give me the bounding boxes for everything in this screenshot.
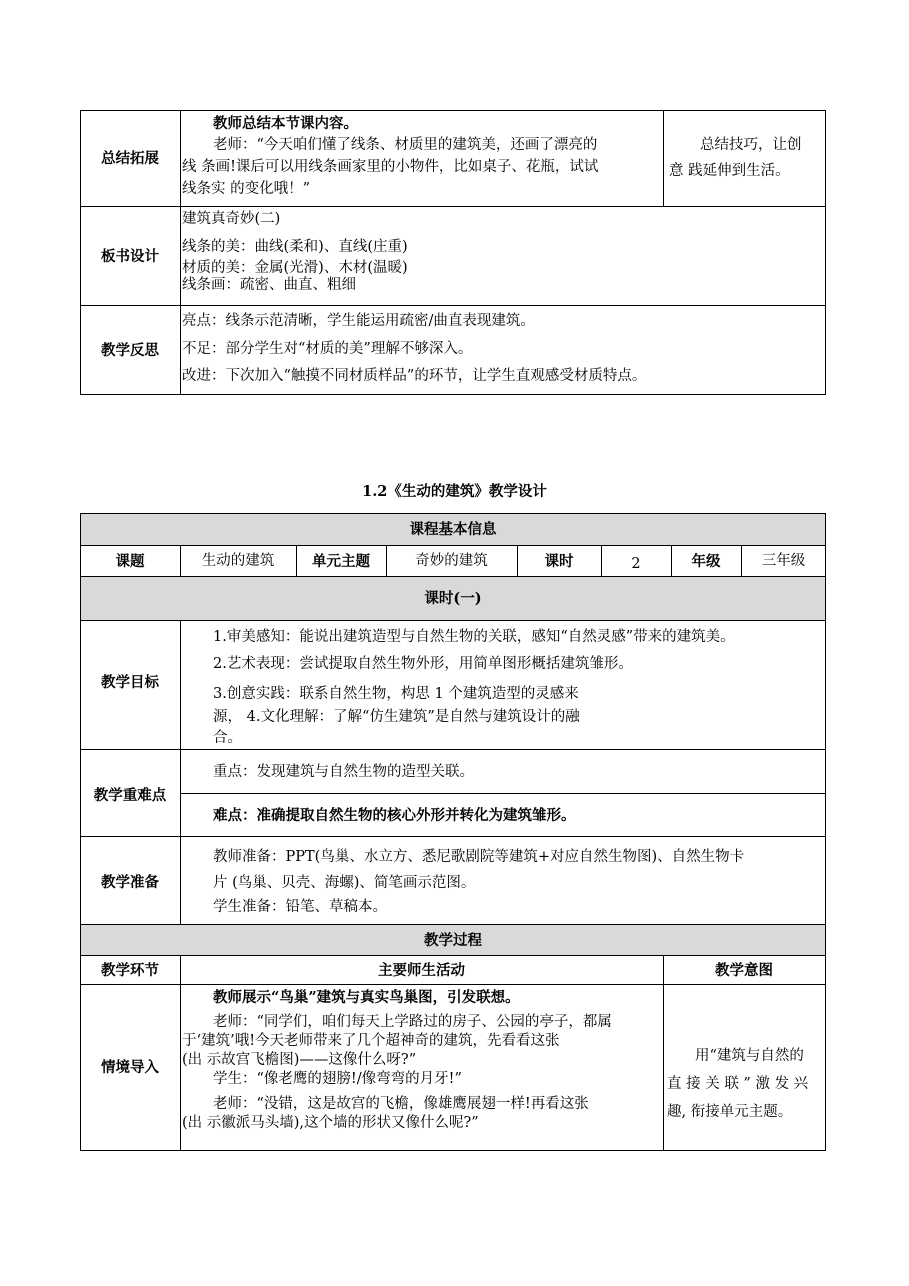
- goals-line: 2.艺术表现：尝试提取自然生物外形，用简单图形概括建筑雏形。: [213, 656, 633, 672]
- basic-info-header: 课程基本信息: [409, 521, 497, 538]
- intent-column-header: 教学意图: [715, 962, 773, 979]
- grade-label: 年级: [691, 553, 721, 570]
- unit-value: 奇妙的建筑: [415, 553, 488, 569]
- hours-label: 课时: [544, 553, 574, 570]
- summary-intent: 总结技巧，让创: [700, 137, 802, 153]
- intro-line: (出 示故宫飞檐图)——这像什么呀?”: [182, 1052, 417, 1068]
- process-header: 教学过程: [424, 932, 482, 949]
- intro-intent: 直 接 关 联 ” 激 发 兴: [667, 1076, 809, 1092]
- reflection-line: 改进：下次加入“触摸不同材质样品”的环节，让学生直观感受材质特点。: [182, 368, 647, 384]
- summary-line: 线 条画!课后可以用线条画家里的小物件，比如桌子、花瓶，试试: [182, 159, 599, 175]
- prep-line: 片 (鸟巢、贝壳、海螺)、简笔画示范图。: [213, 875, 476, 891]
- intro-label: 情境导入: [101, 1059, 159, 1076]
- prep-line: 学生准备：铅笔、草稿本。: [213, 899, 387, 915]
- goals-line: 合。: [213, 730, 242, 746]
- activity-column-header: 主要师生活动: [378, 962, 465, 979]
- key-points-label: 教学重难点: [93, 787, 167, 804]
- period-header: 课时(一): [424, 590, 482, 607]
- prep-label: 教学准备: [101, 874, 159, 891]
- intro-line: 于‘建筑’哦!今天老师带来了几个超神奇的建筑，先看看这张: [182, 1033, 560, 1049]
- goals-line: 源， 4.文化理解：了解“仿生建筑”是自然与建筑设计的融: [213, 709, 580, 725]
- intro-line: 老师：“没错，这是故宫的飞檐，像雄鹰展翅一样!再看这张: [213, 1096, 589, 1112]
- intro-line: 学生：“像老鹰的翅膀!/像弯弯的月牙!”: [213, 1071, 462, 1087]
- goals-line: 1.审美感知：能说出建筑造型与自然生物的关联，感知“自然灵感”带来的建筑美。: [213, 629, 735, 645]
- board-line: 建筑真奇妙(二): [182, 211, 281, 227]
- difficulty-text: 难点：准确提取自然生物的核心外形并转化为建筑雏形。: [213, 807, 576, 824]
- reflection-label: 教学反思: [101, 342, 159, 359]
- summary-label: 总结拓展: [101, 150, 159, 167]
- reflection-line: 亮点：线条示范清晰，学生能运用疏密/曲直表现建筑。: [182, 313, 535, 329]
- topic-label: 课题: [115, 553, 145, 570]
- goals-label: 教学目标: [101, 674, 159, 691]
- grade-value: 三年级: [761, 553, 806, 569]
- summary-line: 教师总结本节课内容。: [213, 115, 358, 132]
- prep-line: 教师准备：PPT(鸟巢、水立方、悉尼歌剧院等建筑+对应自然生物图)、自然生物卡: [213, 849, 745, 865]
- unit-label: 单元主题: [312, 553, 370, 570]
- summary-line: 老师：“今天咱们懂了线条、材质里的建筑美，还画了漂亮的: [213, 137, 598, 153]
- summary-line: 线条实 的变化哦！”: [182, 181, 311, 197]
- topic-value: 生动的建筑: [201, 553, 275, 569]
- board-label: 板书设计: [101, 248, 159, 265]
- reflection-line: 不足：部分学生对“材质的美”理解不够深入。: [182, 341, 473, 357]
- intro-line: 老师：“同学们，咱们每天上学路过的房子、公园的亭子，都属: [213, 1014, 612, 1030]
- summary-intent: 意 践延伸到生活。: [669, 163, 790, 179]
- intro-intent: 用“建筑与自然的: [695, 1048, 804, 1064]
- document-title: 1.2《生动的建筑》教学设计: [362, 483, 547, 500]
- board-line: 材质的美：金属(光滑)、木材(温暖): [182, 260, 408, 276]
- board-line: 线条画：疏密、曲直、粗细: [182, 277, 356, 293]
- intro-line: (出 示徽派马头墙),这个墙的形状又像什么呢?”: [182, 1115, 479, 1131]
- goals-line: 3.创意实践：联系自然生物，构思 1 个建筑造型的灵感来: [213, 686, 579, 702]
- hours-value: 2: [631, 556, 641, 572]
- intro-intent: 趣, 衔接单元主题。: [667, 1104, 793, 1120]
- intro-line: 教师展示“鸟巢”建筑与真实鸟巢图，引发联想。: [213, 989, 520, 1006]
- stage-column-header: 教学环节: [101, 962, 159, 979]
- board-line: 线条的美：曲线(柔和)、直线(庄重): [182, 239, 408, 255]
- focus-text: 重点：发现建筑与自然生物的造型关联。: [213, 764, 474, 780]
